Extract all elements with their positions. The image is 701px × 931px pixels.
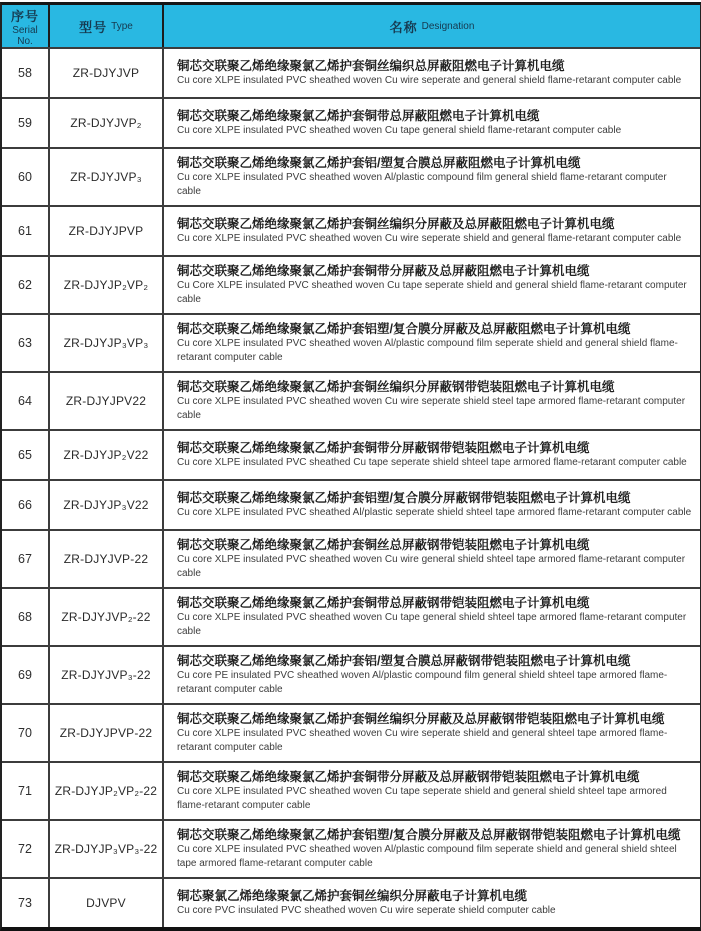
type-code: DJVPV: [86, 896, 126, 910]
serial-number: 72: [18, 842, 32, 856]
type-code: ZR-DJYJVP₃-22: [61, 668, 151, 682]
designation-english: Cu core XLPE insulated PVC sheathed Cu tape seperate shield shteel tape armored flame-retarant computer cable: [177, 457, 687, 468]
designation-english: Cu core XLPE insulated PVC sheathed woven Cu wire seperate and general shield flame-retarant computer cable: [177, 75, 682, 86]
serial-cell: [2, 373, 48, 429]
header-designation-en: Designation: [421, 20, 475, 32]
serial-cell: [2, 431, 48, 479]
header-serial-en2: No.: [17, 35, 33, 47]
type-code: ZR-DJYJP₃V22: [63, 498, 149, 512]
designation-chinese: 铜芯交联聚乙烯绝缘聚氯乙烯护套铜带分屏蔽及总屏蔽阻燃电子计算机电缆: [177, 264, 590, 278]
designation-cell: [162, 257, 700, 313]
designation-chinese: 铜芯交联聚乙烯绝缘聚氯乙烯护套铜丝编织总屏蔽阻燃电子计算机电缆: [177, 59, 565, 73]
designation-cell: [162, 207, 700, 255]
designation-chinese: 铜芯交联聚乙烯绝缘聚氯乙烯护套铝/塑复合膜总屏蔽阻燃电子计算机电缆: [177, 156, 581, 170]
designation-cell: [162, 589, 700, 645]
type-code: ZR-DJYJPV22: [65, 394, 147, 408]
type-code: ZR-DJYJPVP-22: [59, 726, 153, 740]
serial-cell: [2, 149, 48, 205]
serial-number: 69: [18, 668, 32, 682]
serial-cell: [2, 531, 48, 587]
serial-number: 58: [18, 66, 32, 80]
designation-english: Cu core XLPE insulated PVC sheathed woven Cu tape general shield shteel tape armored flame-retarant computer cable: [177, 612, 687, 637]
designation-cell: [162, 705, 700, 761]
serial-cell: [2, 879, 48, 927]
header-serial-column: [2, 5, 48, 47]
header-type-cn: 型号: [79, 19, 108, 35]
serial-number: 61: [18, 224, 32, 238]
designation-english: Cu core XLPE insulated PVC sheathed woven Al/plastic compound film seperate shield and general shield flame-retarant computer cable: [177, 338, 678, 363]
designation-english: Cu core XLPE insulated PVC sheathed woven Cu wire seperate shield steel tape armored flame-retarant computer cable: [177, 396, 686, 421]
table-row: [2, 587, 700, 645]
table-row: [2, 703, 700, 761]
type-cell: [48, 763, 162, 819]
serial-number: 71: [18, 784, 32, 798]
type-code: ZR-DJYJP₂VP₂: [63, 278, 149, 292]
serial-cell: [2, 821, 48, 877]
designation-cell: [162, 315, 700, 371]
designation-chinese: 铜芯交联聚乙烯绝缘聚氯乙烯护套铜丝编织分屏蔽及总屏蔽钢带铠装阻燃电子计算机电缆: [177, 712, 665, 726]
designation-cell: [162, 647, 700, 703]
type-cell: [48, 373, 162, 429]
designation-english: Cu core XLPE insulated PVC sheathed woven Cu wire seperate shield and general flame-retarant computer cable: [177, 233, 682, 244]
table-body: [2, 47, 700, 927]
type-cell: [48, 257, 162, 313]
table-row: [2, 97, 700, 147]
header-type-en: Type: [111, 20, 133, 32]
serial-number: 62: [18, 278, 32, 292]
table-row: [2, 479, 700, 529]
designation-english: Cu core XLPE insulated PVC sheathed woven Al/plastic compound film general shield flame-retarant computer cable: [177, 172, 667, 197]
header-designation-cn: 名称: [389, 19, 418, 35]
designation-cell: [162, 879, 700, 927]
designation-cell: [162, 49, 700, 97]
serial-cell: [2, 257, 48, 313]
designation-chinese: 铜芯聚氯乙烯绝缘聚氯乙烯护套铜丝编织分屏蔽电子计算机电缆: [177, 889, 528, 903]
type-cell: [48, 481, 162, 529]
serial-number: 65: [18, 448, 32, 462]
serial-cell: [2, 763, 48, 819]
designation-english: Cu core XLPE insulated PVC sheathed woven Cu wire seperate shield and general shteel tape armored flame-retarant computer cable: [177, 728, 668, 753]
designation-english: Cu core PVC insulated PVC sheathed woven Cu wire seperate shield computer cable: [177, 905, 556, 916]
designation-english: Cu core XLPE insulated PVC sheathed woven Cu wire general shield shteel tape armored flame-retarant computer cable: [177, 554, 686, 579]
designation-english: Cu core XLPE insulated PVC sheathed woven Al/plastic compound film seperate shield and general shield shteel tape armored flame-retarant computer cable: [177, 844, 677, 869]
type-code: ZR-DJYJPVP: [68, 224, 144, 238]
table-row: [2, 313, 700, 371]
table-row: [2, 205, 700, 255]
serial-number: 63: [18, 336, 32, 350]
type-code: ZR-DJYJVP-22: [63, 552, 149, 566]
serial-cell: [2, 315, 48, 371]
type-code: ZR-DJYJVP₂-22: [61, 610, 151, 624]
type-code: ZR-DJYJP₃VP₃-22: [54, 842, 158, 856]
designation-chinese: 铜芯交联聚乙烯绝缘聚氯乙烯护套铝塑/复合膜分屏蔽及总屏蔽阻燃电子计算机电缆: [177, 322, 631, 336]
type-cell: [48, 705, 162, 761]
type-cell: [48, 49, 162, 97]
serial-cell: [2, 207, 48, 255]
table-row: [2, 371, 700, 429]
type-cell: [48, 431, 162, 479]
designation-english: Cu core XLPE insulated PVC sheathed Al/plastic seperate shield shteel tape armored flame-retarant computer cable: [177, 507, 692, 518]
designation-english: Cu core XLPE insulated PVC sheathed woven Cu tape seperate shield and general shield shteel tape armored flame-retarant computer cable: [177, 786, 667, 811]
type-code: ZR-DJYJVP₂: [70, 116, 142, 130]
type-code: ZR-DJYJVP₃: [70, 170, 142, 184]
serial-number: 68: [18, 610, 32, 624]
type-cell: [48, 879, 162, 927]
designation-chinese: 铜芯交联聚乙烯绝缘聚氯乙烯护套铝塑/复合膜分屏蔽钢带铠装阻燃电子计算机电缆: [177, 491, 631, 505]
serial-number: 64: [18, 394, 32, 408]
designation-chinese: 铜芯交联聚乙烯绝缘聚氯乙烯护套铝塑/复合膜分屏蔽及总屏蔽钢带铠装阻燃电子计算机电缆: [177, 828, 681, 842]
header-designation-column: [162, 5, 700, 47]
serial-cell: [2, 647, 48, 703]
designation-chinese: 铜芯交联聚乙烯绝缘聚氯乙烯护套铜带总屏蔽阻燃电子计算机电缆: [177, 109, 540, 123]
designation-cell: [162, 821, 700, 877]
serial-number: 60: [18, 170, 32, 184]
header-serial-en1: Serial: [12, 24, 38, 36]
serial-cell: [2, 49, 48, 97]
designation-chinese: 铜芯交联聚乙烯绝缘聚氯乙烯护套铜带总屏蔽钢带铠装阻燃电子计算机电缆: [177, 596, 590, 610]
designation-chinese: 铜芯交联聚乙烯绝缘聚氯乙烯护套铜带分屏蔽钢带铠装阻燃电子计算机电缆: [177, 441, 590, 455]
serial-cell: [2, 481, 48, 529]
table-row: [2, 761, 700, 819]
serial-number: 67: [18, 552, 32, 566]
type-code: ZR-DJYJP₂VP₂-22: [54, 784, 158, 798]
table-row: [2, 47, 700, 97]
designation-chinese: 铜芯交联聚乙烯绝缘聚氯乙烯护套铜丝编织分屏蔽及总屏蔽阻燃电子计算机电缆: [177, 217, 615, 231]
designation-chinese: 铜芯交联聚乙烯绝缘聚氯乙烯护套铜丝编织分屏蔽钢带铠装阻燃电子计算机电缆: [177, 380, 615, 394]
designation-english: Cu core PE insulated PVC sheathed woven Al/plastic compound film general shield shteel tape armored flame-retarant computer cable: [177, 670, 668, 695]
table-header-row: [2, 5, 700, 47]
type-cell: [48, 207, 162, 255]
designation-cell: [162, 763, 700, 819]
designation-cell: [162, 149, 700, 205]
type-code: ZR-DJYJP₃VP₃: [63, 336, 149, 350]
table-row: [2, 255, 700, 313]
serial-number: 59: [18, 116, 32, 130]
type-cell: [48, 149, 162, 205]
serial-cell: [2, 589, 48, 645]
type-cell: [48, 99, 162, 147]
serial-cell: [2, 705, 48, 761]
type-cell: [48, 821, 162, 877]
designation-cell: [162, 431, 700, 479]
table-row: [2, 147, 700, 205]
designation-cell: [162, 373, 700, 429]
serial-number: 70: [18, 726, 32, 740]
designation-cell: [162, 531, 700, 587]
table-row: [2, 819, 700, 877]
header-serial-cn: 序号: [10, 8, 39, 24]
type-cell: [48, 589, 162, 645]
type-code: ZR-DJYJVP: [72, 66, 140, 80]
designation-english: Cu core XLPE insulated PVC sheathed woven Cu tape general shield flame-retarant computer cable: [177, 125, 622, 136]
designation-cell: [162, 481, 700, 529]
designation-chinese: 铜芯交联聚乙烯绝缘聚氯乙烯护套铝/塑复合膜总屏蔽钢带铠装阻燃电子计算机电缆: [177, 654, 631, 668]
serial-number: 66: [18, 498, 32, 512]
table-row: [2, 645, 700, 703]
cable-spec-table: [0, 2, 701, 931]
type-cell: [48, 315, 162, 371]
type-cell: [48, 647, 162, 703]
serial-number: 73: [18, 896, 32, 910]
designation-chinese: 铜芯交联聚乙烯绝缘聚氯乙烯护套铜带分屏蔽及总屏蔽钢带铠装阻燃电子计算机电缆: [177, 770, 640, 784]
table-row: [2, 429, 700, 479]
table-row: [2, 529, 700, 587]
serial-cell: [2, 99, 48, 147]
table-row: [2, 877, 700, 927]
designation-cell: [162, 99, 700, 147]
designation-english: Cu Core XLPE insulated PVC sheathed woven Cu tape seperate shield and general shield flame-retarant computer cable: [177, 280, 687, 305]
designation-chinese: 铜芯交联聚乙烯绝缘聚氯乙烯护套铜丝总屏蔽钢带铠装阻燃电子计算机电缆: [177, 538, 590, 552]
type-cell: [48, 531, 162, 587]
type-code: ZR-DJYJP₂V22: [63, 448, 149, 462]
header-type-column: [48, 5, 162, 47]
